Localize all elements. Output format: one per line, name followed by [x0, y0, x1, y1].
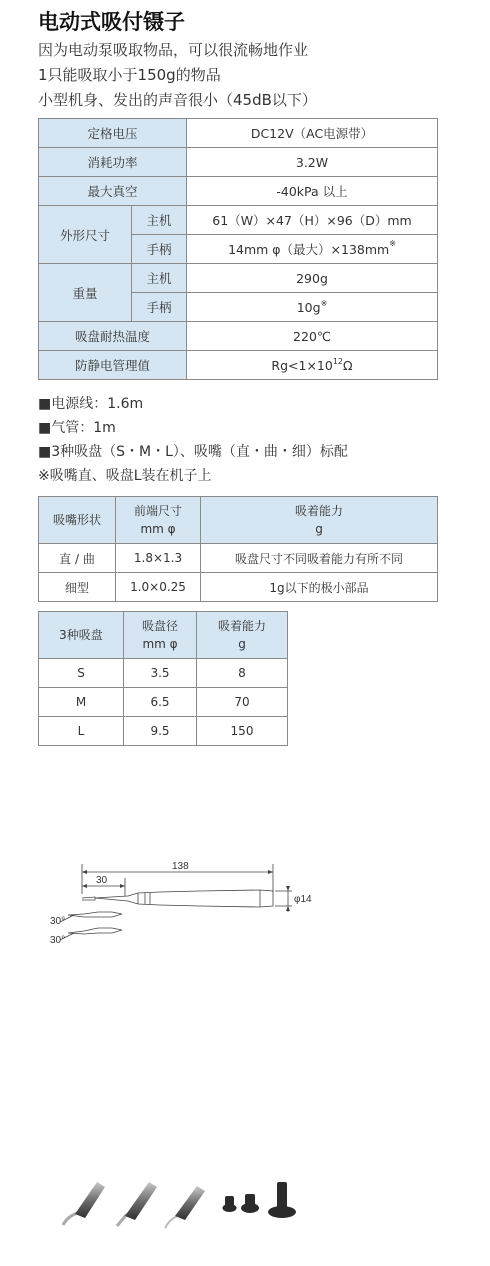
note-line: ※吸嘴直、吸盘L装在机子上: [38, 468, 212, 484]
spec-value-cell: [187, 351, 438, 380]
table-row: [39, 264, 438, 293]
table-row: [39, 206, 438, 235]
table-cell: 8: [197, 659, 288, 688]
spec-value: 290g: [187, 264, 438, 293]
table-row: [39, 119, 438, 148]
spec-value: Rg<1×10: [271, 357, 333, 373]
table-row: [39, 659, 288, 688]
spec-value-cell: [187, 235, 438, 264]
header-text: 3种吸盘: [59, 628, 103, 642]
suction-cups-icon: [223, 1182, 297, 1218]
spec-label: 吸盘耐热温度: [39, 322, 187, 351]
angle-label: 30°: [50, 916, 66, 927]
table-row: [39, 177, 438, 206]
column-header: [124, 612, 197, 659]
table-cell: L: [39, 717, 124, 746]
column-header: [39, 612, 124, 659]
arrow-head: [268, 870, 273, 874]
spec-value: 220℃: [187, 322, 438, 351]
spec-value: -40kPa 以上: [187, 177, 438, 206]
spec-label: 重量: [39, 264, 132, 322]
note-line: ■3种吸盘（S・M・L）、吸嘴（直・曲・细）标配: [38, 444, 348, 460]
nozzle-table: [38, 496, 438, 602]
table-row: [39, 573, 438, 602]
table-row: [39, 544, 438, 573]
header-text: 吸盘径: [141, 619, 178, 633]
spec-label: 最大真空: [39, 177, 187, 206]
arrow-head: [82, 870, 87, 874]
spec-sublabel: 主机: [132, 264, 187, 293]
table-row: [39, 322, 438, 351]
spec-table: [38, 118, 438, 380]
table-cell: M: [39, 688, 124, 717]
table-cell: 1g以下的极小部品: [201, 573, 438, 602]
curved-nozzle: [68, 912, 122, 917]
header-text: 吸着能力: [217, 619, 266, 633]
spec-label: 防静电管理值: [39, 351, 187, 380]
spec-label: 外形尺寸: [39, 206, 132, 264]
table-row: [39, 688, 288, 717]
table-cell: S: [39, 659, 124, 688]
spec-sublabel: 手柄: [132, 293, 187, 322]
table-cell: 吸盘尺寸不同吸着能力有所不同: [201, 544, 438, 573]
table-cell: 9.5: [124, 717, 197, 746]
table-cell: 150: [197, 717, 288, 746]
arrow-head: [82, 884, 87, 888]
spec-value: 3.2W: [187, 148, 438, 177]
note-line: ■气管：1m: [38, 420, 116, 436]
spec-label: 消耗功率: [39, 148, 187, 177]
header-text: 前端尺寸: [133, 504, 182, 518]
spec-unit: Ω: [343, 357, 353, 373]
table-cell: 6.5: [124, 688, 197, 717]
suction-cup-table: [38, 611, 288, 746]
curved-nozzle: [68, 928, 122, 934]
length-label: 30: [96, 875, 108, 886]
accessory-notes: [38, 392, 348, 488]
diameter-label: φ14: [294, 894, 312, 905]
column-header: [39, 497, 116, 544]
column-header: [197, 612, 288, 659]
tweezer-straight-icon: [117, 1182, 157, 1226]
spec-sublabel: 手柄: [132, 235, 187, 264]
column-header: [116, 497, 201, 544]
intro-text: [38, 38, 317, 113]
table-cell: 直 / 曲: [39, 544, 116, 573]
header-unit: mm φ: [142, 637, 178, 651]
intro-line: 小型机身、发出的声音很小（45dB以下）: [38, 91, 317, 109]
table-header-row: [39, 497, 438, 544]
table-row: [39, 351, 438, 380]
table-row: [39, 717, 288, 746]
spec-label: 定格电压: [39, 119, 187, 148]
table-cell: 3.5: [124, 659, 197, 688]
spec-value: 14mm φ（最大）×138mm: [228, 242, 390, 257]
header-unit: mm φ: [140, 522, 176, 536]
angle-label: 30°: [50, 935, 66, 946]
column-header: [201, 497, 438, 544]
header-text: 吸着能力: [294, 504, 343, 518]
dimension-drawing: [50, 860, 340, 960]
note-mark: ※: [320, 298, 328, 308]
table-cell: 1.0×0.25: [116, 573, 201, 602]
spec-value: 10g: [296, 299, 321, 315]
spec-value: DC12V（AC电源带）: [187, 119, 438, 148]
spec-value-cell: [187, 293, 438, 322]
spec-value: 61（W）×47（H）×96（D）mm: [187, 206, 438, 235]
arrow-head: [286, 886, 290, 891]
length-label: 138: [172, 861, 189, 872]
table-cell: 70: [197, 688, 288, 717]
table-header-row: [39, 612, 288, 659]
tweezer-tip: [82, 897, 95, 900]
header-text: 吸嘴形状: [52, 513, 101, 527]
spec-sublabel: 主机: [132, 206, 187, 235]
tweezer-fine-icon: [165, 1186, 205, 1228]
header-unit: g: [238, 637, 246, 651]
note-line: ■电源线：1.6m: [38, 396, 144, 412]
intro-line: 1只能吸取小于150g的物品: [38, 66, 221, 84]
table-row: [39, 148, 438, 177]
tweezer-curved-icon: [63, 1182, 105, 1225]
exponent: 12: [332, 356, 344, 366]
arrow-head: [120, 884, 125, 888]
header-unit: g: [315, 522, 323, 536]
page-title: 电动式吸付镊子: [38, 10, 185, 34]
arrow-head: [286, 906, 290, 911]
intro-line: 因为电动泵吸取物品，可以很流畅地作业: [38, 41, 309, 59]
product-photo: [55, 1170, 305, 1235]
note-mark: ※: [389, 239, 396, 248]
table-cell: 细型: [39, 573, 116, 602]
table-cell: 1.8×1.3: [116, 544, 201, 573]
tweezer-outline: [95, 890, 273, 907]
